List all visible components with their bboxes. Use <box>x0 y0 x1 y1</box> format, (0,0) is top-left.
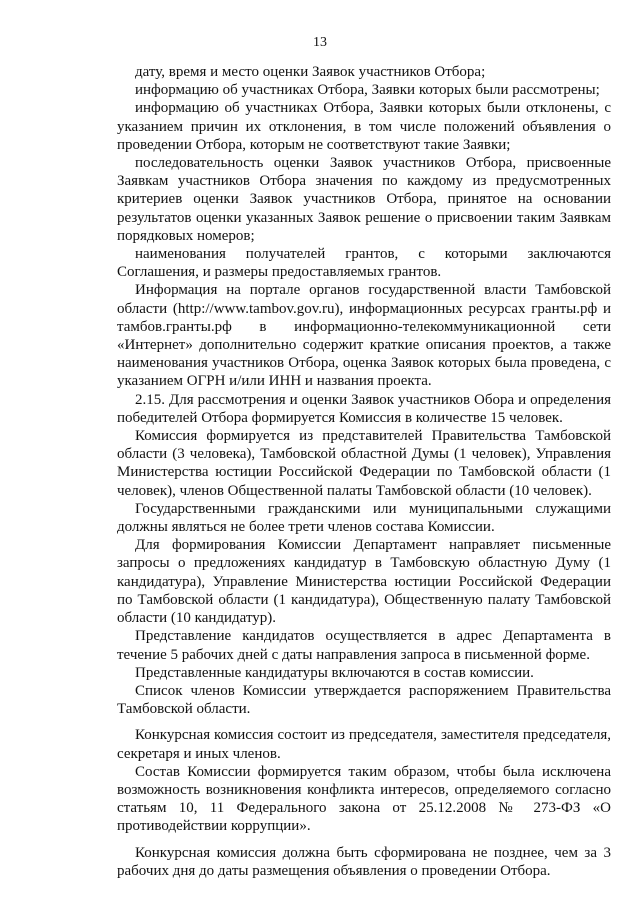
paragraph: Информация на портале органов государственной власти Тамбовской области (http://www.tambov.gov.ru), информационных ресурсах гранты.рф и тамбов.гранты.рф в информационно-телекоммуникационной сети «Интернет» дополнительно содержит краткие описания проектов, а также наименования участников Отбора, оценка Заявок которых была проведена, с указанием ОГРН и/или ИНН и названия проекта. <box>117 282 611 390</box>
paragraph: дату, время и место оценки Заявок участников Отбора; <box>135 64 486 80</box>
paragraph: 2.15. Для рассмотрения и оценки Заявок участников Обора и определения победителей Отбора формируется Комиссия в количестве 15 человек. <box>117 391 611 426</box>
paragraph: Комиссия формируется из представителей Правительства Тамбовской области (3 человека), Тамбовской областной Думы (1 человек), Управления Министерства юстиции Российской Федерации по Тамбовской области (1 человек), членов Общественной палаты Тамбовской области (10 человек). <box>117 428 611 499</box>
paragraph: Представленные кандидатуры включаются в состав комиссии. <box>135 664 534 681</box>
paragraph: информацию об участниках Отбора, Заявки которых были рассмотрены; <box>135 82 600 99</box>
paragraph: Состав Комиссии формируется таким образом, чтобы была исключена возможность возникновения конфликта интересов, определяемого согласно статьям 10, 11 Федерального закона от 25.12.2008 № 273-ФЗ «О противодействии коррупции». <box>117 763 611 835</box>
paragraph: Конкурсная комиссия должна быть сформирована не позднее, чем за 3 рабочих дня до даты размещения объявления о проведении Отбора. <box>117 844 611 879</box>
paragraph: Для формирования Комиссии Департамент направляет письменные запросы о предложениях кандидатур в Тамбовскую областную Думу (1 кандидатура), Управление Министерства юстиции Российской Федерации по Тамбовской области (1 кандидатура), Общественную палату Тамбовской области (10 кандидатур). <box>117 537 611 627</box>
paragraph: наименования получателей грантов, с которыми заключаются Соглашения, и размеры предоставляемых грантов. <box>117 246 611 281</box>
paragraph: Список членов Комиссии утверждается распоряжением Правительства Тамбовской области. <box>117 682 611 718</box>
paragraph: информацию об участниках Отбора, Заявки которых были отклонены, с указанием причин их отклонения, в том числе положений объявления о проведении Отбора, которым не соответствуют такие Заявки; <box>117 100 611 153</box>
paragraph: Конкурсная комиссия состоит из председателя, заместителя председателя, секретаря и иных членов. <box>117 727 611 762</box>
paragraph: последовательность оценки Заявок участников Отбора, присвоенные Заявкам участников Отбора значения по каждому из предусмотренных критериев оценки Заявок участников Отбора, принятое на основании результатов оценки указанных Заявок решение о присвоении таким Заявкам порядковых номеров; <box>117 155 611 244</box>
document-body <box>117 63 611 880</box>
page-number: 13 <box>313 35 327 50</box>
paragraph: Государственными гражданскими или муниципальными служащими должны являться не более трети членов состава Комиссии. <box>117 500 611 536</box>
paragraph: Представление кандидатов осуществляется в адрес Департамента в течение 5 рабочих дней с даты направления запроса в письменной форме. <box>117 628 611 663</box>
